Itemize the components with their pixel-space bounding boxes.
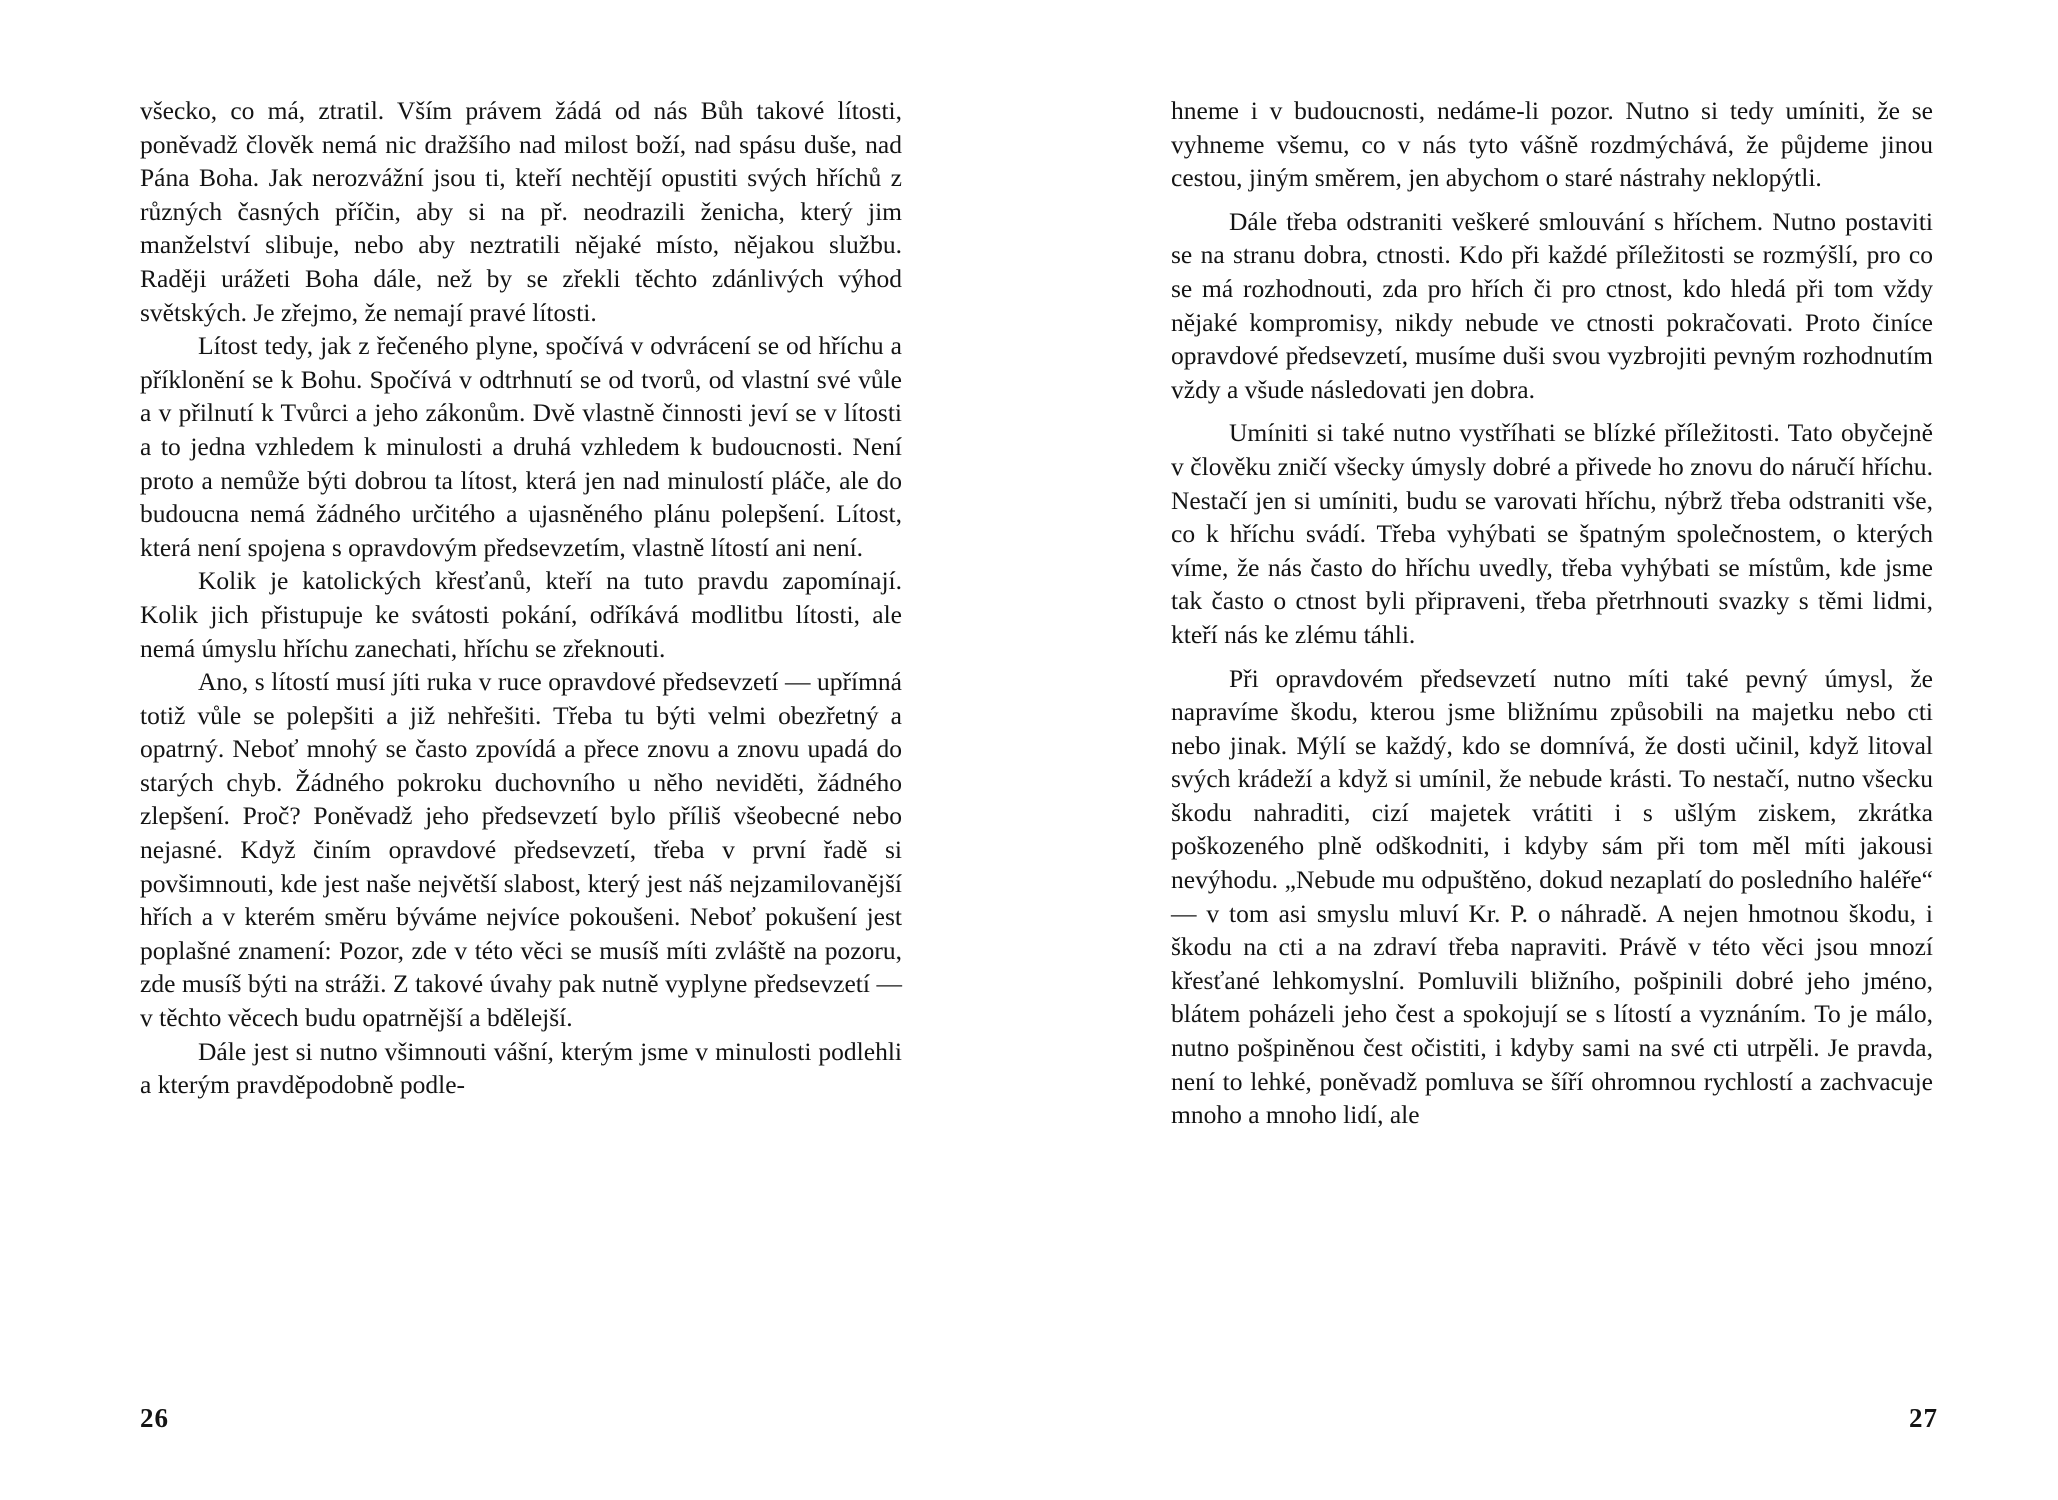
right-page-text xyxy=(1171,94,1933,1132)
paragraph: Při opravdovém předsevzetí nutno míti také pevný úmysl, že napravíme škodu, kterou jsme bližnímu způsobili na majetku nebo cti nebo jinak. Mýlí se každý, kdo se domnívá, že dosti učinil, když litoval svých krádeží a když si umínil, že nebude krásti. To nestačí, nutno všecku škodu nahraditi, cizí majetek vrátiti i s ušlým ziskem, zkrátka poškozeného plně odškodniti, i kdyby sám při tom měl míti jakousi nevýhodu. „Nebude mu odpuštěno, dokud nezaplatí do posledního haléře“ — v tom asi smyslu mluví Kr. P. o náhradě. A nejen hmotnou škodu, i škodu na cti a na zdraví třeba napraviti. Právě v této věci jsou mnozí křesťané lehkomyslní. Pomluvili bližního, pošpinili dobré jeho jméno, blátem poházeli jeho čest a spokojují se s lítostí a vyznáním. To je málo, nutno pošpiněnou čest očistiti, i kdyby sami na své cti utrpěli. Je pravda, není to lehké, poněvadž pomluva se šíří ohromnou rychlostí a zachvacuje mnoho a mnoho lidí, ale xyxy=(1171,663,1933,1130)
paragraph: Kolik je katolických křesťanů, kteří na tuto pravdu zapomínají. Kolik jich přistupuje ke svátosti pokání, odříkává modlitbu lítosti, ale nemá úmyslu hříchu zanechati, hříchu se zřeknouti. xyxy=(140,566,902,663)
paragraph: Dále třeba odstraniti veškeré smlouvání s hříchem. Nutno postaviti se na stranu dobra, ctnosti. Kdo při každé příležitosti se rozmýšlí, pro co se má rozhodnouti, zda pro hřích či pro ctnost, kdo hledá při tom vždy nějaké kompromisy, nikdy nebude ve ctnosti pokračovati. Proto činíce opravdové předsevzetí, musíme duši svou vyzbrojiti pevným rozhodnutím vždy a všude následovati jen dobra. xyxy=(1171,206,1933,404)
paragraph: Dále jest si nutno všimnouti vášní, kterým jsme v minulosti podlehli a kterým pravděpodobně podle- xyxy=(140,1036,902,1100)
paragraph: Lítost tedy, jak z řečeného plyne, spočívá v odvrácení se od hříchu a příklonění se k Bohu. Spočívá v odtrhnutí se od tvorů, od vlastní své vůle a v přilnutí k Tvůrci a jeho zákonům. Dvě vlastně činnosti jeví se v lítosti a to jedna vzhledem k minulosti a druhá vzhledem k budoucnosti. Není proto a nemůže býti dobrou ta lítost, která jen nad minulostí pláče, ale do budoucna nemá žádného určitého a ujasněného plánu polepšení. Lítost, která není spojena s opravdovým předsevzetím, vlastně lítostí ani není. xyxy=(140,331,902,562)
left-page-text xyxy=(140,94,902,1102)
page-number-left: 26 xyxy=(140,1403,169,1433)
paragraph: všecko, co má, ztratil. Vším právem žádá od nás Bůh takové lítosti, poněvadž člověk nemá nic dražšího nad milost boží, nad spásu duše, nad Pána Boha. Jak nerozvážní jsou ti, kteří nechtějí opustiti svých hříchů z různých časných příčin, aby si na př. neodrazili ženicha, který jim manželství slibuje, nebo aby neztratili nějaké místo, nějakou službu. Raději urážeti Boha dále, než by se zřekli těchto zdánlivých výhod světských. Je zřejmo, že nemají pravé lítosti. xyxy=(140,96,902,327)
paragraph: Ano, s lítostí musí jíti ruka v ruce opravdové předsevzetí — upřímná totiž vůle se polepšiti a již nehřešiti. Třeba tu býti velmi obezřetný a opatrný. Neboť mnohý se často zpovídá a přece znovu a znovu upadá do starých chyb. Žádného pokroku duchovního u něho neviděti, žádného zlepšení. Proč? Poněvadž jeho předsevzetí bylo příliš všeobecné nebo nejasné. Když činím opravdové předsevzetí, třeba v první řadě si povšimnouti, kde jest naše největší slabost, který jest náš nejzamilovanější hřích a v kterém směru býváme nejvíce pokoušeni. Neboť pokušení jest poplašné znamení: Pozor, zde v této věci se musíš míti zvláště na pozoru, zde musíš býti na stráži. Z takové úvahy pak nutně vyplyne předsevzetí — v těchto věcech budu opatrnější a bdělejší. xyxy=(140,667,902,1033)
page-number-right: 27 xyxy=(1909,1403,1938,1433)
right-page xyxy=(1029,0,2058,1500)
paragraph: Umíniti si také nutno vystříhati se blízké příležitosti. Tato obyčejně v člověku zničí všecky úmysly dobré a přivede ho znovu do náručí hříchu. Nestačí jen si umíniti, budu se varovati hříchu, nýbrž třeba odstraniti vše, co k hříchu svádí. Třeba vyhýbati se špatným společnostem, o kterých víme, že nás často do hříchu uvedly, třeba vyhýbati se místům, kde jsme tak často o ctnost byli připraveni, třeba přetrhnouti svazky s těmi lidmi, kteří nás ke zlému táhli. xyxy=(1171,418,1933,649)
paragraph: hneme i v budoucnosti, nedáme-li pozor. Nutno si tedy umíniti, že se vyhneme všemu, co v nás tyto vášně rozdmýchává, že půjdeme jinou cestou, jiným směrem, jen abychom o staré nástrahy neklopýtli. xyxy=(1171,96,1933,193)
